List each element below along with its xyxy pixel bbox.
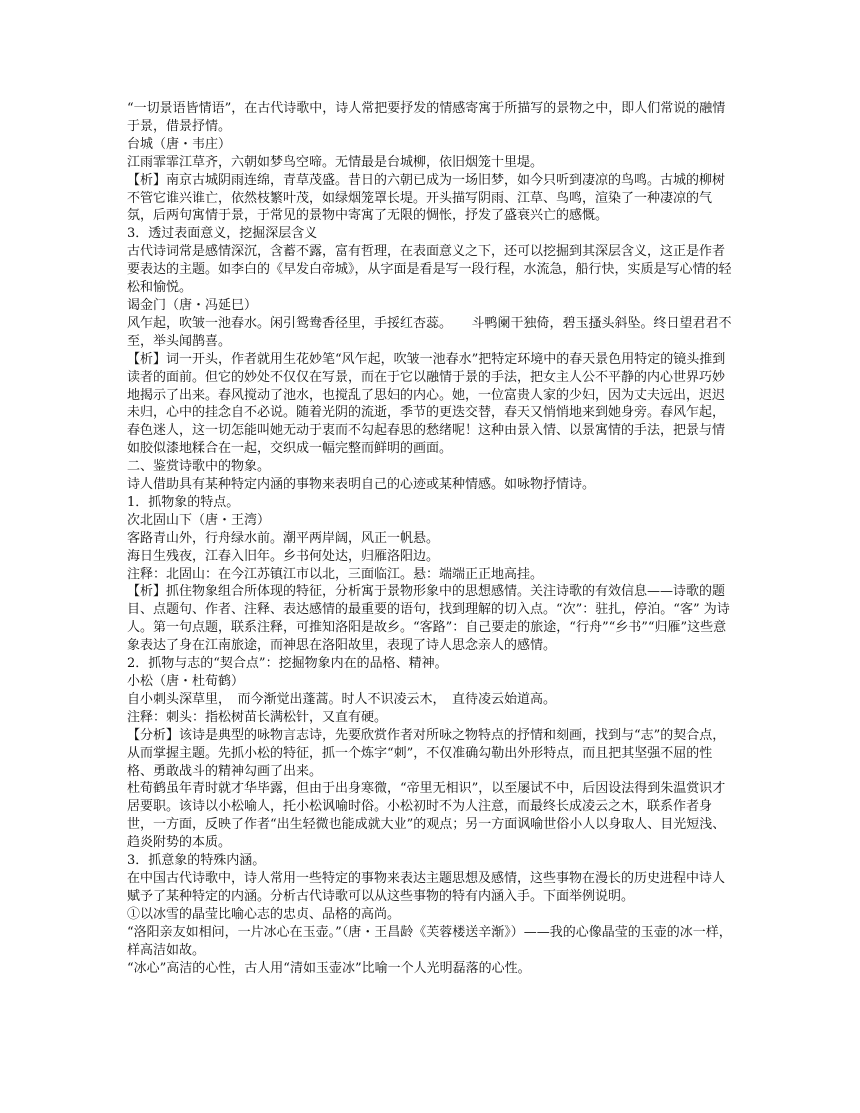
note-xiaosong: 注释：刺头：指松树苗长满松针，又直有硬。 [127, 709, 388, 725]
poem-title-taicheng: 台城（唐・韦庄） [127, 136, 232, 152]
analysis-taicheng: 【析】南京古城阴雨连绵，青草茂盛。昔日的六朝已成为一场旧梦，如今只听到凄凉的鸟鸣。古城的柳树不管它谁兴谁亡，依然枝繁叶茂，如绿烟笼罩长堤。开头描写阴雨、江草、鸟鸣，渲染了一种凄凉的气氛，后两句寓情于景，于常见的景物中寄寓了无限的惆怅，抒发了盛衰兴亡的感慨。 [127, 172, 726, 224]
subheading-3-body: 在中国古代诗歌中，诗人常用一些特定的事物来表达主题思想及感情，这些事物在漫长的历史进程中诗人赋予了某种特定的内涵。分析古代诗歌可以从这些事物的特有内涵入手。下面举例说明。 [127, 870, 726, 904]
document-page [127, 100, 733, 977]
section-heading-3: 3．透过表面意义，挖掘深层含义 [127, 226, 318, 242]
example-quote-1: “洛阳亲友如相问，一片冰心在玉壶。”（唐・王昌龄《芙蓉楼送辛渐》）——我的心像晶莹的玉壶的冰一样，样高洁如故。 [127, 924, 732, 958]
analysis-beigushan: 【析】抓住物象组合所体现的特征，分析寓于景物形象中的思想感情。关注诗歌的有效信息——诗歌的题目、点题句、作者、注释、表达感情的最重要的语句，找到理解的切入点。“次”：驻扎，停泊。“客” 为诗人。第一句点题，联系注释，可推知洛阳是故乡。“客路”：自己要走的旅途，“行舟”“乡书”“归雁”这些意象表达了身在江南旅途，而神思在洛阳故里，表现了诗人思念亲人的感情。 [127, 584, 730, 654]
poem-text-xiaosong: 自小刺头深草里， 而今渐觉出蓬蒿。时人不识凌云木， 直待凌云始道高。 [127, 691, 557, 707]
poem-text-taicheng: 江雨霏霏江草齐，六朝如梦鸟空啼。无情最是台城柳，依旧烟笼十里堤。 [127, 154, 544, 170]
intro-paragraph: “一切景语皆情语”，在古代诗歌中，诗人常把要抒发的情感寄寓于所描写的景物之中，即人们常说的融情于景，借景抒情。 [127, 101, 726, 134]
analysis-xiaosong: 【分析】该诗是典型的咏物言志诗，先要欣赏作者对所咏之物特点的抒情和刻画，找到与“志”的契合点，从而掌握主题。先抓小松的特征，抓一个炼字“刺”，不仅准确勾勒出外形特点，而且把其坚强不屈的性格、勇敢战斗的精神勾画了出来。 [127, 727, 726, 779]
subheading-1: 1．抓物象的特点。 [127, 494, 240, 510]
part-heading-two: 二、鉴赏诗歌中的物象。 [127, 459, 271, 475]
note-beigushan: 注释：北固山：在今江苏镇江市以北，三面临江。悬：端端正正地高挂。 [127, 566, 544, 582]
part-intro-two: 诗人借助具有某种特定内涵的事物来表明自己的心迹或某种情感。如咏物抒情诗。 [127, 477, 596, 493]
subheading-2: 2．抓物与志的“契合点”：挖掘物象内在的品格、精神。 [127, 656, 448, 672]
analysis-yejinmen: 【析】词一开头，作者就用生花妙笔“风乍起，吹皱一池春水”把特定环境中的春天景色用特定的镜头推到读者的面前。但它的妙处不仅仅在写景，而在于它以融情于景的手法，把女主人公不平静的内心世界巧妙地揭示了出来。春风搅动了池水，也搅乱了思妇的内心。她，一位富贵人家的少妇，因为丈夫远出，迟迟未归，心中的挂念自不必说。随着光阴的流逝，季节的更迭交替，春天又悄悄地来到她身旁。春风乍起，春色迷人，这一切怎能叫她无动于衷而不勾起春思的愁绪呢！这种由景入情、以景寓情的手法，把景与情如胶似漆地糅合在一起，交织成一幅完整而鲜明的画面。 [127, 351, 726, 457]
example-explain-1: “冰心”高洁的心性，古人用“清如玉壶冰”比喻一个人光明磊落的心性。 [127, 960, 531, 976]
background-xiaosong: 杜荀鹤虽年青时就才华毕露，但由于出身寒微，“帝里无相识”，以至屡试不中，后因设法得到朱温赏识才居要职。该诗以小松喻人，托小松讽喻时俗。小松初时不为人注意，而最终长成凌云之木，联系作者身世，一方面，反映了作者“出生轻微也能成就大业”的观点；另一方面讽喻世俗小人以身取人、目光短浅、趋炎附势的本质。 [127, 781, 726, 851]
example-item-1: ①以冰雪的晶莹比喻心志的忠贞、品格的高尚。 [127, 906, 401, 922]
poem-line-beigushan-2: 海日生残夜，江春入旧年。乡书何处达，归雁洛阳边。 [127, 548, 440, 564]
subheading-3: 3．抓意象的特殊内涵。 [127, 853, 266, 869]
poem-text-yejinmen: 风乍起，吹皱一池春水。闲引鸳鸯香径里，手挼红杏蕊。 斗鸭阑干独倚，碧玉搔头斜坠。终日望君君不至，举头闻鹊喜。 [127, 315, 732, 349]
poem-title-xiaosong: 小松（唐・杜荀鹤） [127, 674, 245, 689]
poem-title-beigushan: 次北固山下（唐・王湾） [127, 512, 271, 528]
poem-title-yejinmen: 谒金门（唐・冯延巳） [127, 297, 258, 313]
section-body-3: 古代诗词常是感情深沉，含蓄不露，富有哲理，在表面意义之下，还可以挖掘到其深层含义，这正是作者要表达的主题。如李白的《早发白帝城》，从字面是看是写一段行程，水流急，船行快，实质是写心情的轻松和愉悦。 [127, 244, 732, 296]
poem-line-beigushan-1: 客路青山外，行舟绿水前。潮平两岸阔，风正一帆悬。 [127, 530, 440, 546]
